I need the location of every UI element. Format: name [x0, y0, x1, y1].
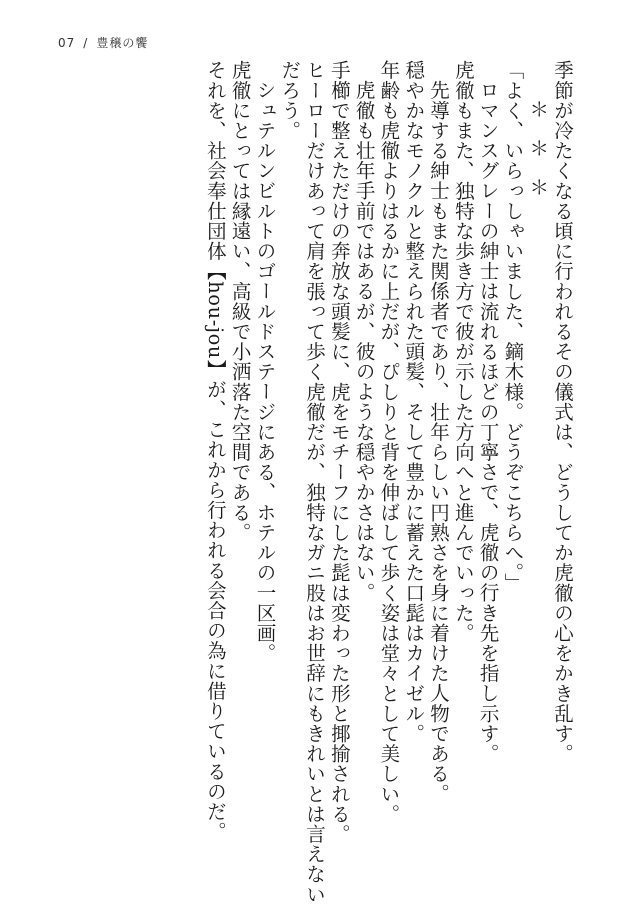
header-separator: / [83, 36, 89, 50]
page-number: 07 [58, 36, 76, 50]
scene-break: ＊＊＊ [526, 99, 550, 216]
text-line: 虎徹にとっては縁遠い、高級で小洒落た空間である。 [228, 60, 252, 543]
text-line: 季節が冷たくなる頃に行われるその儀式は、どうしてか虎徹の心をかき乱す。 [551, 60, 574, 764]
text-line: 先導する紳士もまた関係者であり、壮年らしい円熟さを身に着けた人物である。 [427, 79, 451, 804]
chapter-title: 豊穣の饗 [96, 36, 149, 50]
text-line: 年齢も虎徹よりはるかに上だが、ぴしりと背を伸ばして歩く姿は堂々として美しい。 [377, 60, 401, 824]
vertical-body-text [202, 60, 574, 904]
text-line: それを、社会奉仕団体【hou-jou】が、これから行われる会合の為に借りているのだ。 [203, 60, 227, 842]
text-line: 穏やかなモノクルと整えられた頭髪、そして豊かに蓄えた口髭はカイゼル。 [402, 60, 426, 744]
text-line: シュテルンビルトのゴールドステージにある、ホテルの一区画。 [253, 79, 277, 663]
text-line: ヒーローだけあって肩を張って歩く虎徹だが、独特なガニ股はお世辞にもきれいとは言えない [303, 60, 327, 904]
running-header [58, 34, 148, 51]
text-line: 虎徹もまた、独特な歩き方で彼が示した方向へと進んでいった。 [451, 60, 475, 643]
text-line: だろう。 [278, 60, 302, 141]
text-line: 手櫛で整えただけの奔放な頭髪に、虎をモチーフにした髭は変わった形と揶揄される。 [327, 60, 351, 844]
text-line: 虎徹も壮年手前ではあるが、彼のような穏やかさはない。 [352, 79, 376, 603]
text-line: ロマンスグレーの紳士は流れるほどの丁寧さで、虎徹の行き先を指し示す。 [476, 79, 500, 763]
dialogue-line: 「よく、いらっしゃいました、鏑木様。どうぞこちらへ。」 [501, 60, 525, 593]
